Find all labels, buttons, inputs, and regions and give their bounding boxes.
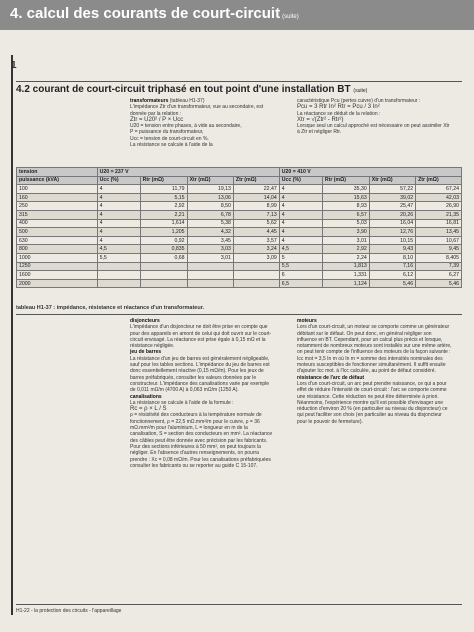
right-column: moteurs Lors d'un court-circuit, un moteur se comporte comme un générateur débitant sur le défaut. On peut donc, en général négliger son influence en BT. Cependant, pour un calcul plus précis et lorsque, notamment de nombreux moteurs sont installés sur une même artère, on peut tenir compte de l'influence des moteurs de la façon suivante : Icc mot = 3,5 In m où In m = somme des intensités nominales des moteurs susceptibles de fonctionner simultanément. Il suffit ensuite d'ajouter Icc mot. à l'Icc calculée, au point de défaut considéré. résistance de l'arc de défaut Lors d'un court-circuit, un arc peut prendre naissance, ce qui a pour effet de réduire l'intensité de court-circuit : l'arc se comporte comme une résistance. Cette réduction ne peut être déterminée à priori. Néanmoins, l'expérience montre qu'il est possible d'envisager une réduction d'environ 20 % (en particulier au niveau du disjoncteur) ce qui peut faciliter son choix (en particulier au niveau du disjoncteur pour le pouvoir de fermeture). (297, 318, 452, 425)
table-cell-ucc2: 5 (279, 253, 322, 262)
disj-heading: disjoncteurs (130, 318, 160, 324)
table-cell-ucc2: 4 (279, 219, 322, 228)
th-ucc: Ucc (%) (97, 176, 140, 185)
th-u237: U20 = 237 V (97, 168, 279, 177)
table-cell-r2: 2,24 (322, 253, 369, 262)
table-cell-r2: 3,90 (322, 228, 369, 237)
table-cell-x2: 57,22 (369, 185, 415, 194)
table-cell-x1 (187, 262, 233, 271)
table-cell-z2: 42,03 (416, 193, 462, 202)
table-cell-r1: 5,15 (140, 193, 187, 202)
table-cell-x2: 6,12 (369, 271, 415, 280)
table-cell-ucc1: 4 (97, 219, 140, 228)
table-cell-z2: 8,405 (416, 253, 462, 262)
formula-xtr: Xtr = √(Ztr² - Rtr²) (297, 116, 344, 123)
mot-heading: moteurs (297, 318, 317, 324)
table-cell-z1: 3,57 (233, 236, 279, 245)
table-cell-z2: 16,81 (416, 219, 462, 228)
table-cell-x1: 4,32 (187, 228, 233, 237)
table-cell-r2: 6,57 (322, 210, 369, 219)
formula-ztr: Ztr = U20² / P × Ucc (130, 116, 184, 123)
caption-rule (16, 314, 462, 315)
table-cell-r2: 1,331 (322, 271, 369, 280)
th-ucc: Ucc (%) (279, 176, 322, 185)
table-cell-ucc1: 4 (97, 236, 140, 245)
table-cell-x1: 19,13 (187, 185, 233, 194)
table-cell-z2: 9,45 (416, 245, 462, 254)
table-cell-p: 250 (17, 202, 98, 211)
table-cell-z2: 26,90 (416, 202, 462, 211)
table-cell-x1: 8,50 (187, 202, 233, 211)
table-cell-z2: 5,46 (416, 279, 462, 288)
table-row (17, 210, 462, 219)
table-cell-r2: 8,93 (322, 202, 369, 211)
table-cell-ucc1 (97, 279, 140, 288)
page-title: 4. calcul des courants de court-circuit (suite) (10, 5, 299, 22)
arc-heading: résistance de l'arc de défaut (297, 374, 365, 381)
section-rule (16, 81, 462, 82)
table-row (17, 193, 462, 202)
formula-rc: Rc = ρ × L / S (130, 406, 167, 413)
table-cell-r1: 1,614 (140, 219, 187, 228)
th-power: puissance (kVA) (17, 176, 98, 185)
table-cell-x2: 10,15 (369, 236, 415, 245)
table-cell-z1: 5,62 (233, 219, 279, 228)
sidebar-marker: 1 (11, 60, 17, 71)
table-cell-ucc2: 4 (279, 228, 322, 237)
th-u410: U20 = 410 V (279, 168, 461, 177)
transformer-table (16, 167, 462, 288)
transfo-intro: transformateurs (tableau H1-37) L'impédance Ztr d'un transformateur, vue au secondaire, est donnée par la relation : Ztr = U20² / P × Ucc U20 = tension entre phases, à vide au secondaire, P = puissance du transformateur, Ucc = tension de court-circuit en %. La résistance se calcule à l'aide de la (130, 98, 264, 149)
table-cell-z1: 3,09 (233, 253, 279, 262)
table-cell-x1: 5,38 (187, 219, 233, 228)
table-cell-ucc1 (97, 262, 140, 271)
table-cell-ucc1: 4,5 (97, 245, 140, 254)
table-cell-z2: 7,39 (416, 262, 462, 271)
table-cell-z2: 13,45 (416, 228, 462, 237)
table-cell-r2: 1,813 (322, 262, 369, 271)
table-cell-ucc1: 4 (97, 228, 140, 237)
table-cell-x2: 20,26 (369, 210, 415, 219)
table-cell-z2: 6,27 (416, 271, 462, 280)
can-heading: canalisations (130, 393, 162, 400)
page-header (0, 0, 474, 30)
th-tension: tension (17, 168, 98, 177)
table-cell-p: 500 (17, 228, 98, 237)
th-ztr: Ztr (mΩ) (416, 176, 462, 185)
table-cell-p: 160 (17, 193, 98, 202)
table-cell-x1: 3,01 (187, 253, 233, 262)
table-cell-ucc1 (97, 271, 140, 280)
table-cell-x2: 5,46 (369, 279, 415, 288)
table-cell-p: 100 (17, 185, 98, 194)
table-row (17, 279, 462, 288)
table-cell-z1: 3,24 (233, 245, 279, 254)
table-cell-x1: 6,78 (187, 210, 233, 219)
table-cell-z1: 22,47 (233, 185, 279, 194)
table-cell-ucc1: 4 (97, 185, 140, 194)
table-cell-p: 1250 (17, 262, 98, 271)
table-cell-z1 (233, 262, 279, 271)
table-cell-r1: 2,92 (140, 202, 187, 211)
table-cell-p: 1000 (17, 253, 98, 262)
section-title: 4.2 courant de court-circuit triphasé en tout point d'une installation BT (suite) (16, 84, 368, 95)
table-row (17, 253, 462, 262)
table-cell-x1: 13,06 (187, 193, 233, 202)
table-cell-p: 630 (17, 236, 98, 245)
table-cell-z1: 7,13 (233, 210, 279, 219)
table-cell-x2: 16,04 (369, 219, 415, 228)
table-cell-r2: 2,92 (322, 245, 369, 254)
table-cell-r1: 0,68 (140, 253, 187, 262)
table-cell-z1 (233, 271, 279, 280)
table-cell-p: 800 (17, 245, 98, 254)
table-row (17, 202, 462, 211)
left-column: disjoncteurs L'impédance d'un disjoncteur ne doit être prise en compte que pour des appareils en amont de celui qui doit ouvrir sur le court-circuit envisagé. La réactance est prise égale à 0,15 mΩ et la résistance négligée. jeu de barres La résistance d'un jeu de barres est généralement négligeable, sauf pour les tables sections. L'impédance du jeu de barres est donc essentiellement réactive (0,15 mΩ/m). Pour les jeux de barres préfabriqués, consulter les valeurs données par le constructeur. L'impédance des canalisations varie par exemple de 0,011 mΩ/m (4700 A) à 0,063 mΩ/m (1250 A). canalisations La résistance se calcule à l'aide de la formule : Rc = ρ × L / S ρ = résistivité des conducteurs à la température normale de fonctionnement, ρ = 22,5 mΩ.mm²/m pour le cuivre, ρ = 36 mΩ.mm²/m pour l'aluminium, L = longueur en m de la canalisation, S = section des conducteurs en mm². La réactance des câbles peut être donnée avec précision par les fabricants. Pour des sections inférieures à 50 mm², on peut toujours la négliger. En l'absence d'autres renseignements, on pourra prendre : Xc = 0,08 mΩ/m. Pour les canalisations préfabriquées consulter les fabricants ou se reporter au guide C 15-107. (130, 318, 273, 469)
th-xtr: Xtr (mΩ) (187, 176, 233, 185)
table-row (17, 245, 462, 254)
table-cell-x2: 12,76 (369, 228, 415, 237)
table-cell-z2: 67,24 (416, 185, 462, 194)
table-cell-p: 1600 (17, 271, 98, 280)
table-cell-r2: 35,30 (322, 185, 369, 194)
table-row (17, 219, 462, 228)
table-cell-p: 2000 (17, 279, 98, 288)
table-cell-z1: 4,45 (233, 228, 279, 237)
table-cell-r1: 2,21 (140, 210, 187, 219)
table-row (17, 236, 462, 245)
th-rtr: Rtr (mΩ) (322, 176, 369, 185)
table-cell-ucc2: 4,5 (279, 245, 322, 254)
table-cell-ucc2: 5,5 (279, 262, 322, 271)
table-cell-x1 (187, 279, 233, 288)
th-xtr: Xtr (mΩ) (369, 176, 415, 185)
page-footer: H1-22 - la protection des circuits - l'appareillage (16, 608, 122, 614)
table-cell-r2: 5,03 (322, 219, 369, 228)
table-cell-r1: 0,835 (140, 245, 187, 254)
table-row (17, 228, 462, 237)
table-cell-r1: 1,205 (140, 228, 187, 237)
table-cell-x2: 39,02 (369, 193, 415, 202)
table-cell-ucc2: 4 (279, 236, 322, 245)
table-cell-ucc2: 4 (279, 210, 322, 219)
table-cell-z2: 10,67 (416, 236, 462, 245)
table-cell-ucc2: 6 (279, 271, 322, 280)
table-cell-r1: 0,92 (140, 236, 187, 245)
table-cell-z2: 21,35 (416, 210, 462, 219)
table-cell-ucc2: 4 (279, 193, 322, 202)
th-ztr: Ztr (mΩ) (233, 176, 279, 185)
formula-pcu: Pcu = 3 Rtr In² Rtr = Pcu / 3 In² (297, 104, 380, 111)
table-cell-x2: 8,10 (369, 253, 415, 262)
table-cell-p: 315 (17, 210, 98, 219)
sidebar-line (11, 55, 13, 615)
table-cell-r1 (140, 279, 187, 288)
table-cell-ucc1: 4 (97, 202, 140, 211)
table-cell-r1 (140, 271, 187, 280)
table-cell-z1: 8,99 (233, 202, 279, 211)
table-cell-x2: 9,43 (369, 245, 415, 254)
table-cell-r2: 3,01 (322, 236, 369, 245)
table-row (17, 185, 462, 194)
table-cell-r2: 1,124 (322, 279, 369, 288)
table-cell-x1: 3,45 (187, 236, 233, 245)
table-cell-ucc1: 5,5 (97, 253, 140, 262)
table-cell-x2: 7,16 (369, 262, 415, 271)
table-cell-r1: 11,79 (140, 185, 187, 194)
table-caption: tableau H1-37 : impédance, résistance et réactance d'un transformateur. (16, 305, 205, 311)
table-cell-z1 (233, 279, 279, 288)
table-cell-x1 (187, 271, 233, 280)
table-cell-ucc2: 6,5 (279, 279, 322, 288)
table-cell-x2: 25,47 (369, 202, 415, 211)
table-cell-ucc1: 4 (97, 193, 140, 202)
jeu-heading: jeu de barres (130, 349, 162, 356)
table-cell-p: 400 (17, 219, 98, 228)
table-cell-ucc2: 4 (279, 202, 322, 211)
table-cell-z1: 14,04 (233, 193, 279, 202)
table-cell-x1: 3,03 (187, 245, 233, 254)
transfo-heading: transformateurs (130, 98, 169, 104)
table-cell-ucc2: 4 (279, 185, 322, 194)
transfo-right: caractéristique Pcu (pertes cuivre) d'un transformateur : Pcu = 3 Rtr In² Rtr = Pcu / 3 In² La réactance se déduit de la relation : Xtr = √(Ztr² - Rtr²) Lorsque seul un calcul approché est nécessaire on peut assimiler Xtr à Ztr et négliger Rtr. (297, 98, 450, 136)
table-cell-ucc1: 4 (97, 210, 140, 219)
table-row (17, 262, 462, 271)
table-cell-r2: 15,63 (322, 193, 369, 202)
table-cell-r1 (140, 262, 187, 271)
th-rtr: Rtr (mΩ) (140, 176, 187, 185)
table-row (17, 271, 462, 280)
